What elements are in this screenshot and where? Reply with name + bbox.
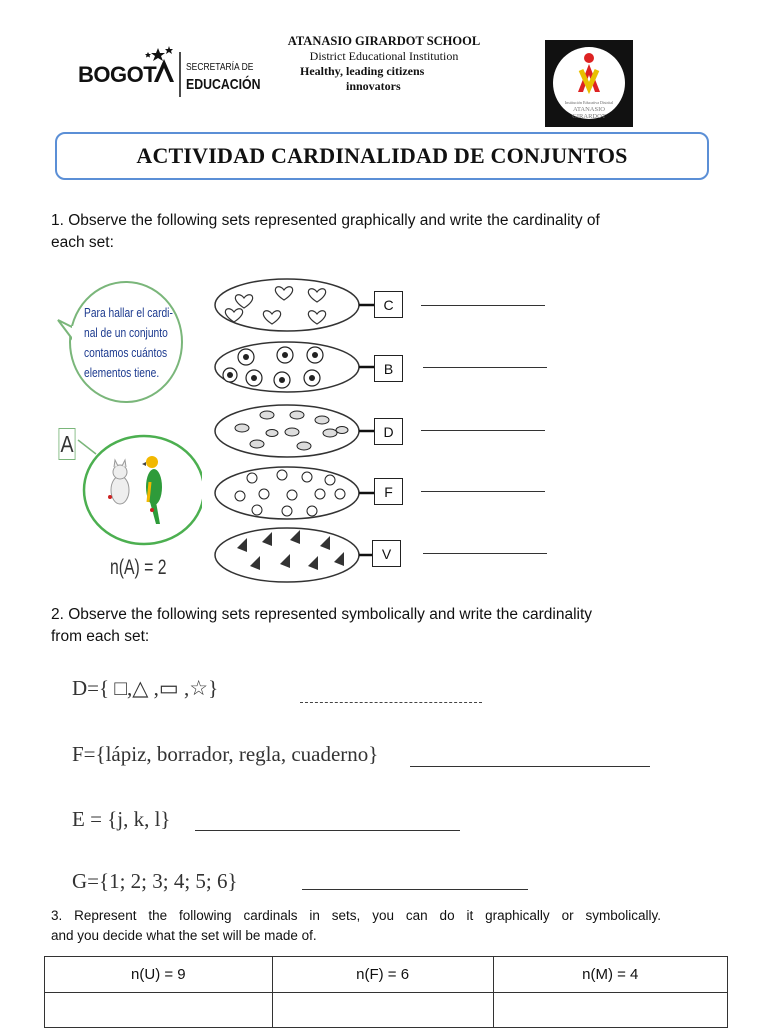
- section3-instruction-line1: 3. Represent the following cardinals in sets, you can do it graphically or symbolically.: [51, 908, 661, 923]
- cardinals-table: [44, 956, 728, 1028]
- set-label-d-text: D: [383, 423, 394, 440]
- motto-line2: innovators: [346, 79, 401, 93]
- cardinal-u-answer-cell[interactable]: [45, 993, 273, 1028]
- set-label-f-text: F: [384, 483, 393, 500]
- example-set-letter: A: [60, 431, 74, 457]
- answer-line-symbolic-f[interactable]: [410, 766, 650, 767]
- svg-text:BOGOT: BOGOT: [78, 62, 157, 87]
- symbolic-set-g: G={1; 2; 3; 4; 5; 6}: [72, 869, 238, 893]
- set-label-d: [374, 418, 403, 445]
- set-b-oval: [215, 342, 374, 392]
- school-crest: [545, 40, 633, 127]
- example-set-oval: [72, 432, 202, 547]
- set-label-b-text: B: [383, 360, 394, 377]
- cardinals-header-row: [45, 957, 728, 993]
- answer-line-c[interactable]: [421, 305, 545, 306]
- set-d-oval: [215, 405, 374, 457]
- section2-instruction: [51, 604, 651, 648]
- section1-instruction-line2: each set:: [51, 234, 114, 251]
- section2-instruction-line2: from each set:: [51, 628, 150, 645]
- crest-graphic: [545, 40, 633, 127]
- set-label-b: [374, 355, 403, 382]
- cardinal-m-header: n(M) = 4: [493, 957, 727, 993]
- institution-type: District Educational Institution: [309, 49, 459, 63]
- motto-line1: Healthy, leading citizens: [300, 64, 425, 78]
- section1-instruction-line1: 1. Observe the following sets represented graphically and write the cardinality of: [51, 212, 600, 229]
- answer-line-b[interactable]: [423, 367, 547, 368]
- answer-line-f[interactable]: [421, 491, 545, 492]
- symbolic-set-d: D={ □,△ ,▭ ,☆}: [72, 676, 219, 700]
- set-label-v-text: V: [381, 545, 392, 562]
- set-label-v: [372, 540, 401, 567]
- example-set-drawing: [72, 432, 202, 547]
- section2-instruction-line1: 2. Observe the following sets represented symbolically and write the cardinality: [51, 606, 593, 623]
- crest-text-small: Institución Educativa Distrital: [564, 100, 614, 105]
- symbolic-set-f: F={lápiz, borrador, regla, cuaderno}: [72, 742, 379, 766]
- crest-text1: ATANASIO: [573, 106, 605, 113]
- hint-bubble: [54, 278, 184, 408]
- answer-line-v[interactable]: [423, 553, 547, 554]
- bubble-line-1: Para hallar el cardi-: [84, 306, 173, 320]
- bubble-line-4: elementos tiene.: [84, 366, 160, 380]
- section1-instruction: [51, 210, 651, 254]
- cardinal-u-header: n(U) = 9: [45, 957, 273, 993]
- section3-instruction: [51, 906, 661, 946]
- section3-instruction-line2: and you decide what the set will be made of.: [51, 928, 317, 943]
- school-info: [262, 34, 506, 94]
- secretaria-label: SECRETARÍA DE: [186, 62, 254, 73]
- set-label-f: [374, 478, 403, 505]
- example-result: n(A) = 2: [110, 556, 167, 579]
- bubble-line-3: contamos cuántos: [84, 346, 168, 360]
- school-name: ATANASIO GIRARDOT SCHOOL: [287, 34, 481, 48]
- bubble-text: [84, 303, 191, 383]
- set-c-oval: [215, 279, 374, 331]
- set-label-c-text: C: [383, 296, 394, 313]
- symbolic-set-e: E = {j, k, l}: [72, 807, 171, 831]
- cardinals-answer-row: [45, 993, 728, 1028]
- educacion-label: EDUCACIÓN: [186, 76, 261, 93]
- answer-line-symbolic-d[interactable]: [300, 702, 482, 703]
- answer-line-d[interactable]: [421, 430, 545, 431]
- bubble-line-2: nal de un conjunto: [84, 326, 168, 340]
- set-f-oval: [215, 467, 374, 519]
- title-box: [55, 132, 709, 180]
- cardinal-m-answer-cell[interactable]: [493, 993, 727, 1028]
- answer-line-symbolic-e[interactable]: [195, 830, 460, 831]
- set-label-c: [374, 291, 403, 318]
- cardinal-f-header: n(F) = 6: [272, 957, 493, 993]
- answer-line-symbolic-g[interactable]: [302, 889, 528, 890]
- page-title: ACTIVIDAD CARDINALIDAD DE CONJUNTOS: [136, 143, 628, 168]
- set-v-oval: [215, 528, 374, 582]
- cardinal-f-answer-cell[interactable]: [272, 993, 493, 1028]
- crest-text2: GIRARDOT: [572, 113, 606, 120]
